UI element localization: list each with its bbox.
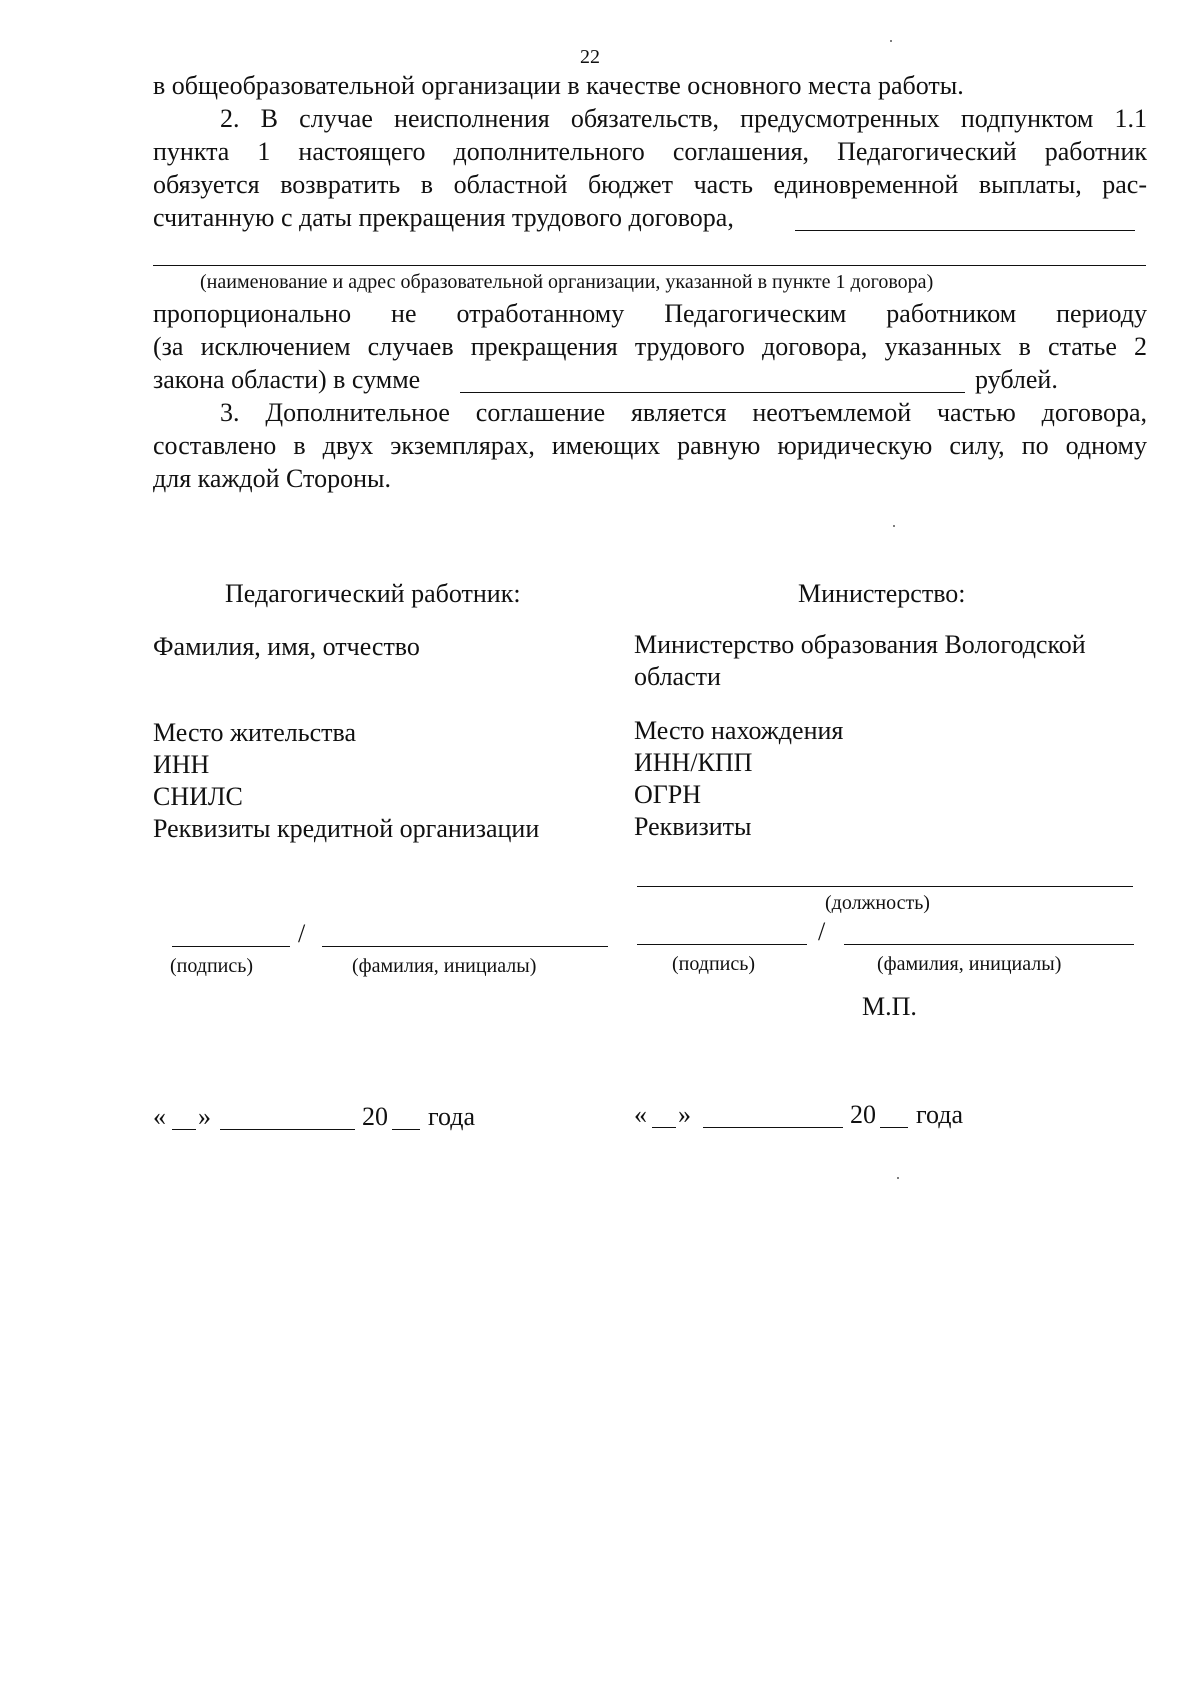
- right-party-location: Место нахождения: [634, 716, 844, 745]
- left-date-close-quote: »: [198, 1102, 211, 1131]
- right-date-day-blank: [652, 1127, 676, 1128]
- paragraph-line-11: для каждой Стороны.: [153, 464, 391, 493]
- paragraph-line-3: пункта 1 настоящего дополнительного соглашения, Педагогический работник: [153, 137, 1147, 166]
- paragraph-line-4: обязуется возвратить в областной бюджет часть единовременной выплаты, рас-: [153, 170, 1147, 199]
- right-signature-slash: /: [818, 917, 826, 946]
- left-party-residence: Место жительства: [153, 718, 357, 747]
- left-date-year-word: года: [428, 1102, 476, 1131]
- left-date-year-prefix: 20: [362, 1102, 388, 1131]
- paragraph-line-8-end: рублей.: [975, 365, 1058, 394]
- right-date-year-prefix: 20: [850, 1100, 876, 1129]
- caption-org-name-address: (наименование и адрес образовательной организации, указанной в пункте 1 договора): [200, 271, 934, 293]
- right-party-org-name-1: Министерство образования Вологодской: [634, 630, 1086, 659]
- paragraph-line-9: 3. Дополнительное соглашение является неотъемлемой частью договора,: [220, 398, 1147, 427]
- paragraph-line-2: 2. В случае неисполнения обязательств, предусмотренных подпунктом 1.1: [220, 104, 1147, 133]
- left-party-inn: ИНН: [153, 750, 210, 779]
- left-party-heading: Педагогический работник:: [225, 579, 521, 608]
- paragraph-line-1: в общеобразовательной организации в качестве основного места работы.: [153, 71, 964, 100]
- right-date-close-quote: »: [678, 1100, 691, 1129]
- right-date-month-blank: [703, 1127, 843, 1128]
- scan-speck: [893, 525, 895, 527]
- right-name-line: [844, 944, 1134, 945]
- right-party-ogrn: ОГРН: [634, 780, 702, 809]
- left-date-year-blank: [392, 1129, 420, 1130]
- left-date-day-blank: [172, 1129, 196, 1130]
- fill-in-blank-org-short: [795, 230, 1135, 231]
- right-signature-caption: (подпись): [672, 953, 756, 975]
- right-position-line: [637, 886, 1133, 887]
- stamp-placeholder-mp: М.П.: [862, 992, 917, 1021]
- left-name-caption: (фамилия, инициалы): [352, 955, 537, 977]
- page-number: 22: [580, 46, 600, 68]
- paragraph-line-8-start: закона области) в сумме: [153, 365, 421, 394]
- right-position-caption: (должность): [825, 892, 930, 914]
- paragraph-line-10: составлено в двух экземплярах, имеющих равную юридическую силу, по одному: [153, 431, 1147, 460]
- left-signature-line: [172, 946, 290, 947]
- paragraph-line-6: пропорционально не отработанному Педагогическим работником периоду: [153, 299, 1147, 328]
- left-name-line: [322, 946, 608, 947]
- left-date-month-blank: [220, 1129, 355, 1130]
- left-party-snils: СНИЛС: [153, 782, 243, 811]
- left-signature-slash: /: [298, 919, 306, 948]
- paragraph-line-7: (за исключением случаев прекращения трудового договора, указанных в статье 2: [153, 332, 1147, 361]
- fill-in-blank-amount: [460, 392, 965, 393]
- right-date-year-blank: [880, 1127, 908, 1128]
- fill-in-blank-org-full: [153, 265, 1146, 266]
- left-party-fio: Фамилия, имя, отчество: [153, 632, 420, 661]
- right-party-requisites: Реквизиты: [634, 812, 752, 841]
- right-name-caption: (фамилия, инициалы): [877, 953, 1062, 975]
- right-party-inn-kpp: ИНН/КПП: [634, 748, 753, 777]
- right-date-open-quote: «: [634, 1100, 647, 1129]
- right-party-heading: Министерство:: [798, 579, 966, 608]
- paragraph-line-5: считанную с даты прекращения трудового договора,: [153, 203, 734, 232]
- left-signature-caption: (подпись): [170, 955, 254, 977]
- right-date-year-word: года: [916, 1100, 964, 1129]
- left-party-bank: Реквизиты кредитной организации: [153, 814, 540, 843]
- scan-speck: [897, 1177, 899, 1179]
- right-party-org-name-2: области: [634, 662, 721, 691]
- right-signature-line: [637, 944, 807, 945]
- left-date-open-quote: «: [153, 1102, 166, 1131]
- scan-speck: [890, 40, 892, 42]
